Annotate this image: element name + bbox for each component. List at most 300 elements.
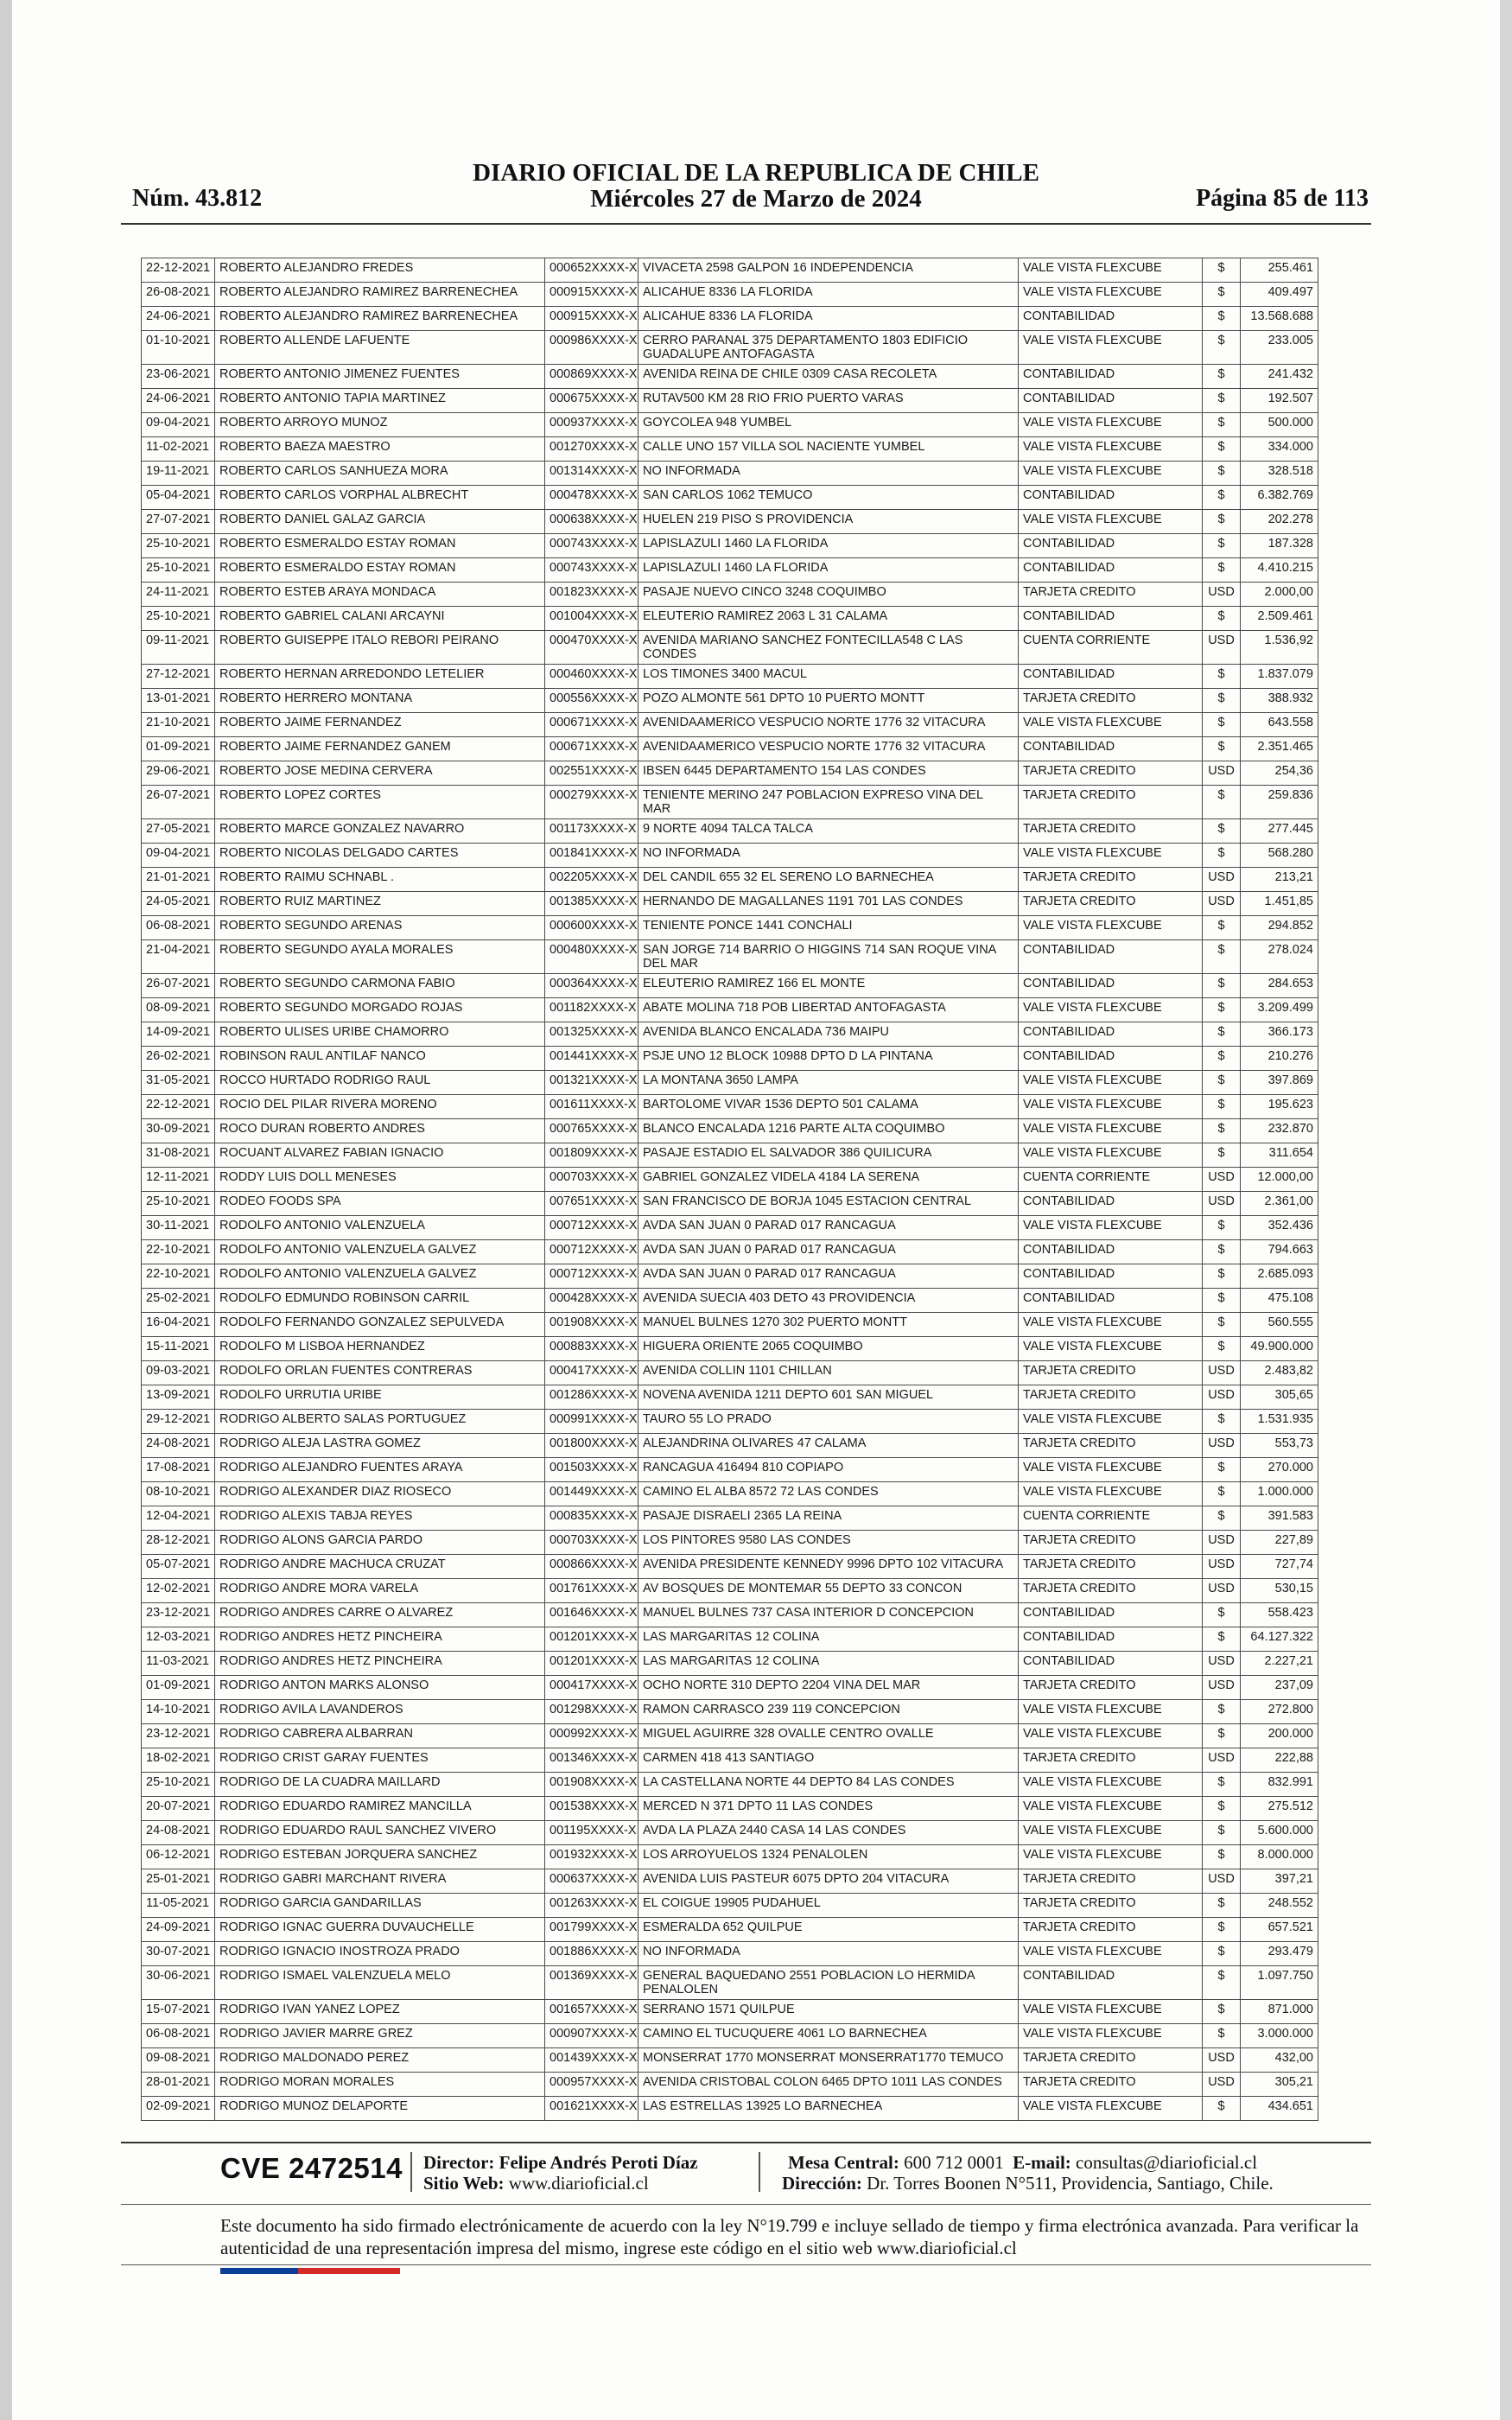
id-cell: 001823XXXX-X xyxy=(545,583,638,607)
product-cell: TARJETA CREDITO xyxy=(1019,761,1203,786)
product-cell: VALE VISTA FLEXCUBE xyxy=(1019,1410,1203,1434)
address-cell: CAMINO EL ALBA 8572 72 LAS CONDES xyxy=(638,1482,1019,1506)
footer-divider-bottom xyxy=(121,2264,1371,2265)
date-cell: 06-08-2021 xyxy=(142,916,215,940)
date-cell: 22-12-2021 xyxy=(142,1095,215,1119)
id-cell: 000712XXXX-X xyxy=(545,1216,638,1240)
address-cell: SAN JORGE 714 BARRIO O HIGGINS 714 SAN ROQUE VINA DEL MAR xyxy=(638,940,1019,974)
table-row xyxy=(142,258,1318,283)
website-line xyxy=(423,2173,649,2194)
id-cell: 000279XXXX-X xyxy=(545,786,638,819)
name-cell: RODRIGO IVAN YANEZ LOPEZ xyxy=(215,2000,545,2024)
product-cell: TARJETA CREDITO xyxy=(1019,2073,1203,2097)
mesa-phone: 600 712 0001 xyxy=(904,2152,1004,2173)
amount-cell: 475.108 xyxy=(1241,1289,1318,1313)
date-cell: 31-05-2021 xyxy=(142,1071,215,1095)
date-cell: 11-03-2021 xyxy=(142,1652,215,1676)
id-cell: 001841XXXX-X xyxy=(545,844,638,868)
address-cell: ESMERALDA 652 QUILPUE xyxy=(638,1918,1019,1942)
address-cell: ELEUTERIO RAMIREZ 166 EL MONTE xyxy=(638,974,1019,998)
address-cell: LA MONTANA 3650 LAMPA xyxy=(638,1071,1019,1095)
name-cell: ROBERTO ALEJANDRO RAMIREZ BARRENECHEA xyxy=(215,283,545,307)
currency-cell: $ xyxy=(1203,510,1241,534)
currency-cell: USD xyxy=(1203,2048,1241,2073)
id-cell: 001503XXXX-X xyxy=(545,1458,638,1482)
currency-cell: $ xyxy=(1203,1143,1241,1168)
address-cell: NO INFORMADA xyxy=(638,462,1019,486)
currency-cell: $ xyxy=(1203,413,1241,437)
table-row xyxy=(142,786,1318,819)
date-cell: 29-12-2021 xyxy=(142,1410,215,1434)
address-value: Dr. Torres Boonen N°511, Providencia, Santiago, Chile. xyxy=(867,2173,1274,2194)
date-cell: 15-11-2021 xyxy=(142,1337,215,1361)
cve-code: CVE 2472514 xyxy=(220,2152,403,2184)
currency-cell: USD xyxy=(1203,1192,1241,1216)
date-cell: 17-08-2021 xyxy=(142,1458,215,1482)
date-cell: 08-09-2021 xyxy=(142,998,215,1022)
date-cell: 28-01-2021 xyxy=(142,2073,215,2097)
date-cell: 12-03-2021 xyxy=(142,1627,215,1652)
product-cell: CONTABILIDAD xyxy=(1019,665,1203,689)
name-cell: ROBERTO GUISEPPE ITALO REBORI PEIRANO xyxy=(215,631,545,665)
table-row xyxy=(142,868,1318,892)
name-cell: ROBERTO SEGUNDO ARENAS xyxy=(215,916,545,940)
id-cell: 000992XXXX-X xyxy=(545,1724,638,1748)
address-cell: AVENIDAAMERICO VESPUCIO NORTE 1776 32 VITACURA xyxy=(638,737,1019,761)
amount-cell: 334.000 xyxy=(1241,437,1318,462)
name-cell: RODOLFO ANTONIO VALENZUELA xyxy=(215,1216,545,1240)
page-edge-left xyxy=(0,0,12,2420)
product-cell: CONTABILIDAD xyxy=(1019,365,1203,389)
date-cell: 09-04-2021 xyxy=(142,413,215,437)
address-cell: AVENIDAAMERICO VESPUCIO NORTE 1776 32 VITACURA xyxy=(638,713,1019,737)
date-cell: 05-04-2021 xyxy=(142,486,215,510)
id-cell: 001799XXXX-X xyxy=(545,1918,638,1942)
product-cell: VALE VISTA FLEXCUBE xyxy=(1019,1143,1203,1168)
table-row xyxy=(142,1748,1318,1773)
table-row xyxy=(142,974,1318,998)
table-row xyxy=(142,1531,1318,1555)
currency-cell: $ xyxy=(1203,558,1241,583)
table-row xyxy=(142,1482,1318,1506)
id-cell: 000937XXXX-X xyxy=(545,413,638,437)
table-row xyxy=(142,1216,1318,1240)
date-cell: 12-11-2021 xyxy=(142,1168,215,1192)
id-cell: 007651XXXX-X xyxy=(545,1192,638,1216)
amount-cell: 284.653 xyxy=(1241,974,1318,998)
address-cell: AVENIDA MARIANO SANCHEZ FONTECILLA548 C LAS CONDES xyxy=(638,631,1019,665)
name-cell: ROBERTO RAIMU SCHNABL . xyxy=(215,868,545,892)
name-cell: RODRIGO DE LA CUADRA MAILLARD xyxy=(215,1773,545,1797)
name-cell: RODOLFO ORLAN FUENTES CONTRERAS xyxy=(215,1361,545,1385)
amount-cell: 328.518 xyxy=(1241,462,1318,486)
id-cell: 001538XXXX-X xyxy=(545,1797,638,1821)
amount-cell: 187.328 xyxy=(1241,534,1318,558)
currency-cell: $ xyxy=(1203,1821,1241,1845)
table-row xyxy=(142,1773,1318,1797)
amount-cell: 222,88 xyxy=(1241,1748,1318,1773)
product-cell: CUENTA CORRIENTE xyxy=(1019,1506,1203,1531)
date-cell: 13-09-2021 xyxy=(142,1385,215,1410)
amount-cell: 1.536,92 xyxy=(1241,631,1318,665)
name-cell: ROBERTO ANTONIO JIMENEZ FUENTES xyxy=(215,365,545,389)
table-row xyxy=(142,1313,1318,1337)
table-row xyxy=(142,1240,1318,1264)
address-cell: AVENIDA CRISTOBAL COLON 6465 DPTO 1011 LAS CONDES xyxy=(638,2073,1019,2097)
currency-cell: $ xyxy=(1203,365,1241,389)
id-cell: 001646XXXX-X xyxy=(545,1603,638,1627)
date-cell: 23-12-2021 xyxy=(142,1603,215,1627)
currency-cell: USD xyxy=(1203,1531,1241,1555)
amount-cell: 305,65 xyxy=(1241,1385,1318,1410)
currency-cell: USD xyxy=(1203,1748,1241,1773)
amount-cell: 233.005 xyxy=(1241,331,1318,365)
id-cell: 001385XXXX-X xyxy=(545,892,638,916)
id-cell: 001621XXXX-X xyxy=(545,2097,638,2121)
id-cell: 000869XXXX-X xyxy=(545,365,638,389)
name-cell: RODRIGO ANTON MARKS ALONSO xyxy=(215,1676,545,1700)
date-cell: 24-06-2021 xyxy=(142,307,215,331)
product-cell: VALE VISTA FLEXCUBE xyxy=(1019,462,1203,486)
date-cell: 29-06-2021 xyxy=(142,761,215,786)
address-cell: GABRIEL GONZALEZ VIDELA 4184 LA SERENA xyxy=(638,1168,1019,1192)
amount-cell: 8.000.000 xyxy=(1241,1845,1318,1869)
currency-cell: USD xyxy=(1203,583,1241,607)
table-row xyxy=(142,940,1318,974)
id-cell: 000428XXXX-X xyxy=(545,1289,638,1313)
amount-cell: 643.558 xyxy=(1241,713,1318,737)
address-cell: CARMEN 418 413 SANTIAGO xyxy=(638,1748,1019,1773)
currency-cell: $ xyxy=(1203,1845,1241,1869)
product-cell: VALE VISTA FLEXCUBE xyxy=(1019,331,1203,365)
product-cell: VALE VISTA FLEXCUBE xyxy=(1019,2024,1203,2048)
date-cell: 21-01-2021 xyxy=(142,868,215,892)
address-cell: TENIENTE MERINO 247 POBLACION EXPRESO VINA DEL MAR xyxy=(638,786,1019,819)
date-cell: 22-10-2021 xyxy=(142,1240,215,1264)
id-cell: 000460XXXX-X xyxy=(545,665,638,689)
table-row xyxy=(142,916,1318,940)
currency-cell: $ xyxy=(1203,1797,1241,1821)
id-cell: 000712XXXX-X xyxy=(545,1264,638,1289)
currency-cell: USD xyxy=(1203,1676,1241,1700)
footer-divider-middle xyxy=(121,2204,1371,2205)
product-cell: VALE VISTA FLEXCUBE xyxy=(1019,413,1203,437)
id-cell: 000652XXXX-X xyxy=(545,258,638,283)
date-cell: 21-10-2021 xyxy=(142,713,215,737)
footer-separator xyxy=(759,2152,760,2192)
product-cell: VALE VISTA FLEXCUBE xyxy=(1019,1071,1203,1095)
product-cell: CONTABILIDAD xyxy=(1019,1264,1203,1289)
date-cell: 28-12-2021 xyxy=(142,1531,215,1555)
amount-cell: 232.870 xyxy=(1241,1119,1318,1143)
date-cell: 01-10-2021 xyxy=(142,331,215,365)
amount-cell: 391.583 xyxy=(1241,1506,1318,1531)
table-row xyxy=(142,1192,1318,1216)
address-cell: MANUEL BULNES 1270 302 PUERTO MONTT xyxy=(638,1313,1019,1337)
date-cell: 13-01-2021 xyxy=(142,689,215,713)
product-cell: TARJETA CREDITO xyxy=(1019,1385,1203,1410)
address-cell: LOS TIMONES 3400 MACUL xyxy=(638,665,1019,689)
name-cell: RODRIGO MUNOZ DELAPORTE xyxy=(215,2097,545,2121)
date-cell: 27-07-2021 xyxy=(142,510,215,534)
name-cell: RODRIGO JAVIER MARRE GREZ xyxy=(215,2024,545,2048)
name-cell: RODRIGO EDUARDO RAUL SANCHEZ VIVERO xyxy=(215,1821,545,1845)
amount-cell: 500.000 xyxy=(1241,413,1318,437)
table-row xyxy=(142,844,1318,868)
amount-cell: 13.568.688 xyxy=(1241,307,1318,331)
date-cell: 12-02-2021 xyxy=(142,1579,215,1603)
date-cell: 22-10-2021 xyxy=(142,1264,215,1289)
name-cell: ROBERTO NICOLAS DELGADO CARTES xyxy=(215,844,545,868)
table-row xyxy=(142,1579,1318,1603)
date-cell: 01-09-2021 xyxy=(142,737,215,761)
table-row xyxy=(142,1942,1318,1966)
id-cell: 000957XXXX-X xyxy=(545,2073,638,2097)
table-row xyxy=(142,1869,1318,1894)
product-cell: VALE VISTA FLEXCUBE xyxy=(1019,1821,1203,1845)
date-cell: 14-10-2021 xyxy=(142,1700,215,1724)
product-cell: VALE VISTA FLEXCUBE xyxy=(1019,1724,1203,1748)
currency-cell: USD xyxy=(1203,1555,1241,1579)
amount-cell: 3.000.000 xyxy=(1241,2024,1318,2048)
address-cell: RUTAV500 KM 28 RIO FRIO PUERTO VARAS xyxy=(638,389,1019,413)
date-cell: 25-01-2021 xyxy=(142,1869,215,1894)
date-cell: 25-10-2021 xyxy=(142,1192,215,1216)
currency-cell: $ xyxy=(1203,1071,1241,1095)
date-cell: 09-04-2021 xyxy=(142,844,215,868)
name-cell: RODRIGO ISMAEL VALENZUELA MELO xyxy=(215,1966,545,2000)
table-row xyxy=(142,389,1318,413)
address-cell: AVDA LA PLAZA 2440 CASA 14 LAS CONDES xyxy=(638,1821,1019,1845)
currency-cell: $ xyxy=(1203,1724,1241,1748)
date-cell: 05-07-2021 xyxy=(142,1555,215,1579)
name-cell: ROBERTO ALLENDE LAFUENTE xyxy=(215,331,545,365)
amount-cell: 397,21 xyxy=(1241,1869,1318,1894)
website-link[interactable]: www.diarioficial.cl xyxy=(508,2173,649,2194)
product-cell: VALE VISTA FLEXCUBE xyxy=(1019,2000,1203,2024)
date-cell: 06-08-2021 xyxy=(142,2024,215,2048)
id-cell: 001270XXXX-X xyxy=(545,437,638,462)
name-cell: RODRIGO ALEXANDER DIAZ RIOSECO xyxy=(215,1482,545,1506)
address-cell: LAPISLAZULI 1460 LA FLORIDA xyxy=(638,558,1019,583)
table-row xyxy=(142,1410,1318,1434)
product-cell: TARJETA CREDITO xyxy=(1019,2048,1203,2073)
page-number: Página 85 de 113 xyxy=(1196,185,1369,212)
product-cell: TARJETA CREDITO xyxy=(1019,1531,1203,1555)
name-cell: RODRIGO ALBERTO SALAS PORTUGUEZ xyxy=(215,1410,545,1434)
amount-cell: 2.509.461 xyxy=(1241,607,1318,631)
currency-cell: USD xyxy=(1203,631,1241,665)
name-cell: ROBERTO CARLOS SANHUEZA MORA xyxy=(215,462,545,486)
product-cell: CONTABILIDAD xyxy=(1019,307,1203,331)
table-row xyxy=(142,1676,1318,1700)
amount-cell: 871.000 xyxy=(1241,2000,1318,2024)
currency-cell: $ xyxy=(1203,998,1241,1022)
product-cell: VALE VISTA FLEXCUBE xyxy=(1019,1773,1203,1797)
date-cell: 18-02-2021 xyxy=(142,1748,215,1773)
email-label: E-mail: xyxy=(1013,2152,1071,2173)
currency-cell: $ xyxy=(1203,331,1241,365)
email-link[interactable]: consultas@diarioficial.cl xyxy=(1076,2152,1258,2173)
product-cell: CUENTA CORRIENTE xyxy=(1019,1168,1203,1192)
name-cell: ROBERTO BAEZA MAESTRO xyxy=(215,437,545,462)
name-cell: RODRIGO IGNAC GUERRA DUVAUCHELLE xyxy=(215,1918,545,1942)
address-cell: ALEJANDRINA OLIVARES 47 CALAMA xyxy=(638,1434,1019,1458)
currency-cell: $ xyxy=(1203,786,1241,819)
date-cell: 16-04-2021 xyxy=(142,1313,215,1337)
issue-number: Núm. 43.812 xyxy=(132,185,263,212)
currency-cell: $ xyxy=(1203,689,1241,713)
currency-cell: $ xyxy=(1203,1458,1241,1482)
name-cell: RODRIGO ESTEBAN JORQUERA SANCHEZ xyxy=(215,1845,545,1869)
header-divider xyxy=(121,223,1371,225)
table-row xyxy=(142,1700,1318,1724)
address-cell: GENERAL BAQUEDANO 2551 POBLACION LO HERMIDA PENALOLEN xyxy=(638,1966,1019,2000)
table-row xyxy=(142,819,1318,844)
name-cell: ROCCO HURTADO RODRIGO RAUL xyxy=(215,1071,545,1095)
name-cell: RODRIGO ALEJANDRO FUENTES ARAYA xyxy=(215,1458,545,1482)
date-cell: 24-09-2021 xyxy=(142,1918,215,1942)
amount-cell: 237,09 xyxy=(1241,1676,1318,1700)
table-row xyxy=(142,1361,1318,1385)
address-cell: RAMON CARRASCO 239 119 CONCEPCION xyxy=(638,1700,1019,1724)
product-cell: TARJETA CREDITO xyxy=(1019,1748,1203,1773)
table-row xyxy=(142,1264,1318,1289)
currency-cell: $ xyxy=(1203,1410,1241,1434)
name-cell: ROBERTO ALEJANDRO RAMIREZ BARRENECHEA xyxy=(215,307,545,331)
table-row xyxy=(142,1143,1318,1168)
date-cell: 27-12-2021 xyxy=(142,665,215,689)
id-cell: 000907XXXX-X xyxy=(545,2024,638,2048)
address-cell: SAN FRANCISCO DE BORJA 1045 ESTACION CENTRAL xyxy=(638,1192,1019,1216)
currency-cell: $ xyxy=(1203,1603,1241,1627)
address-cell: LOS PINTORES 9580 LAS CONDES xyxy=(638,1531,1019,1555)
currency-cell: $ xyxy=(1203,1022,1241,1047)
product-cell: TARJETA CREDITO xyxy=(1019,1676,1203,1700)
address-cell: TAURO 55 LO PRADO xyxy=(638,1410,1019,1434)
address-cell: MERCED N 371 DPTO 11 LAS CONDES xyxy=(638,1797,1019,1821)
amount-cell: 2.483,82 xyxy=(1241,1361,1318,1385)
id-cell: 000703XXXX-X xyxy=(545,1531,638,1555)
table-row xyxy=(142,2048,1318,2073)
address-cell: CAMINO EL TUCUQUERE 4061 LO BARNECHEA xyxy=(638,2024,1019,2048)
amount-cell: 794.663 xyxy=(1241,1240,1318,1264)
amount-cell: 294.852 xyxy=(1241,916,1318,940)
amount-cell: 2.351.465 xyxy=(1241,737,1318,761)
id-cell: 001449XXXX-X xyxy=(545,1482,638,1506)
amount-cell: 192.507 xyxy=(1241,389,1318,413)
product-cell: CONTABILIDAD xyxy=(1019,1603,1203,1627)
address-cell: PASAJE DISRAELI 2365 LA REINA xyxy=(638,1506,1019,1531)
product-cell: VALE VISTA FLEXCUBE xyxy=(1019,1845,1203,1869)
address-cell: AVDA SAN JUAN 0 PARAD 017 RANCAGUA xyxy=(638,1264,1019,1289)
id-cell: 001439XXXX-X xyxy=(545,2048,638,2073)
currency-cell: $ xyxy=(1203,2024,1241,2048)
product-cell: VALE VISTA FLEXCUBE xyxy=(1019,510,1203,534)
date-cell: 09-08-2021 xyxy=(142,2048,215,2073)
product-cell: CONTABILIDAD xyxy=(1019,607,1203,631)
currency-cell: $ xyxy=(1203,940,1241,974)
id-cell: 001761XXXX-X xyxy=(545,1579,638,1603)
id-cell: 001908XXXX-X xyxy=(545,1773,638,1797)
currency-cell: $ xyxy=(1203,389,1241,413)
id-cell: 001314XXXX-X xyxy=(545,462,638,486)
product-cell: VALE VISTA FLEXCUBE xyxy=(1019,1700,1203,1724)
date-cell: 23-12-2021 xyxy=(142,1724,215,1748)
address-cell: LAS MARGARITAS 12 COLINA xyxy=(638,1627,1019,1652)
table-row xyxy=(142,283,1318,307)
id-cell: 001932XXXX-X xyxy=(545,1845,638,1869)
product-cell: CONTABILIDAD xyxy=(1019,1022,1203,1047)
table-row xyxy=(142,583,1318,607)
product-cell: CONTABILIDAD xyxy=(1019,1047,1203,1071)
table-row xyxy=(142,2097,1318,2121)
name-cell: RODRIGO CRIST GARAY FUENTES xyxy=(215,1748,545,1773)
id-cell: 000417XXXX-X xyxy=(545,1676,638,1700)
currency-cell: $ xyxy=(1203,607,1241,631)
product-cell: VALE VISTA FLEXCUBE xyxy=(1019,283,1203,307)
product-cell: VALE VISTA FLEXCUBE xyxy=(1019,2097,1203,2121)
id-cell: 000417XXXX-X xyxy=(545,1361,638,1385)
amount-cell: 553,73 xyxy=(1241,1434,1318,1458)
table-row xyxy=(142,1894,1318,1918)
table-row xyxy=(142,1603,1318,1627)
address-cell: LAPISLAZULI 1460 LA FLORIDA xyxy=(638,534,1019,558)
name-cell: RODRIGO MALDONADO PEREZ xyxy=(215,2048,545,2073)
id-cell: 000480XXXX-X xyxy=(545,940,638,974)
table-row xyxy=(142,2000,1318,2024)
table-row xyxy=(142,1458,1318,1482)
publication-date: Miércoles 27 de Marzo de 2024 xyxy=(590,185,922,213)
currency-cell: $ xyxy=(1203,1700,1241,1724)
name-cell: ROBERTO ALEJANDRO FREDES xyxy=(215,258,545,283)
amount-cell: 1.837.079 xyxy=(1241,665,1318,689)
currency-cell: $ xyxy=(1203,974,1241,998)
address-cell: AVENIDA LUIS PASTEUR 6075 DPTO 204 VITACURA xyxy=(638,1869,1019,1894)
currency-cell: USD xyxy=(1203,892,1241,916)
table-row xyxy=(142,761,1318,786)
id-cell: 000671XXXX-X xyxy=(545,737,638,761)
page-edge-right xyxy=(1500,0,1512,2420)
currency-cell: $ xyxy=(1203,1264,1241,1289)
address-cell: HUELEN 219 PISO S PROVIDENCIA xyxy=(638,510,1019,534)
currency-cell: $ xyxy=(1203,1216,1241,1240)
name-cell: ROCUANT ALVAREZ FABIAN IGNACIO xyxy=(215,1143,545,1168)
id-cell: 001286XXXX-X xyxy=(545,1385,638,1410)
id-cell: 000470XXXX-X xyxy=(545,631,638,665)
product-cell: VALE VISTA FLEXCUBE xyxy=(1019,1313,1203,1337)
amount-cell: 2.227,21 xyxy=(1241,1652,1318,1676)
amount-cell: 12.000,00 xyxy=(1241,1168,1318,1192)
currency-cell: $ xyxy=(1203,462,1241,486)
flag-stripe-red xyxy=(298,2268,400,2274)
product-cell: TARJETA CREDITO xyxy=(1019,1894,1203,1918)
amount-cell: 832.991 xyxy=(1241,1773,1318,1797)
amount-cell: 432,00 xyxy=(1241,2048,1318,2073)
id-cell: 001201XXXX-X xyxy=(545,1627,638,1652)
date-cell: 26-07-2021 xyxy=(142,974,215,998)
id-cell: 000991XXXX-X xyxy=(545,1410,638,1434)
amount-cell: 195.623 xyxy=(1241,1095,1318,1119)
product-cell: TARJETA CREDITO xyxy=(1019,1555,1203,1579)
name-cell: ROBERTO ESMERALDO ESTAY ROMAN xyxy=(215,558,545,583)
table-row xyxy=(142,1022,1318,1047)
product-cell: CUENTA CORRIENTE xyxy=(1019,631,1203,665)
date-cell: 26-02-2021 xyxy=(142,1047,215,1071)
amount-cell: 1.097.750 xyxy=(1241,1966,1318,2000)
currency-cell: $ xyxy=(1203,1119,1241,1143)
amount-cell: 275.512 xyxy=(1241,1797,1318,1821)
